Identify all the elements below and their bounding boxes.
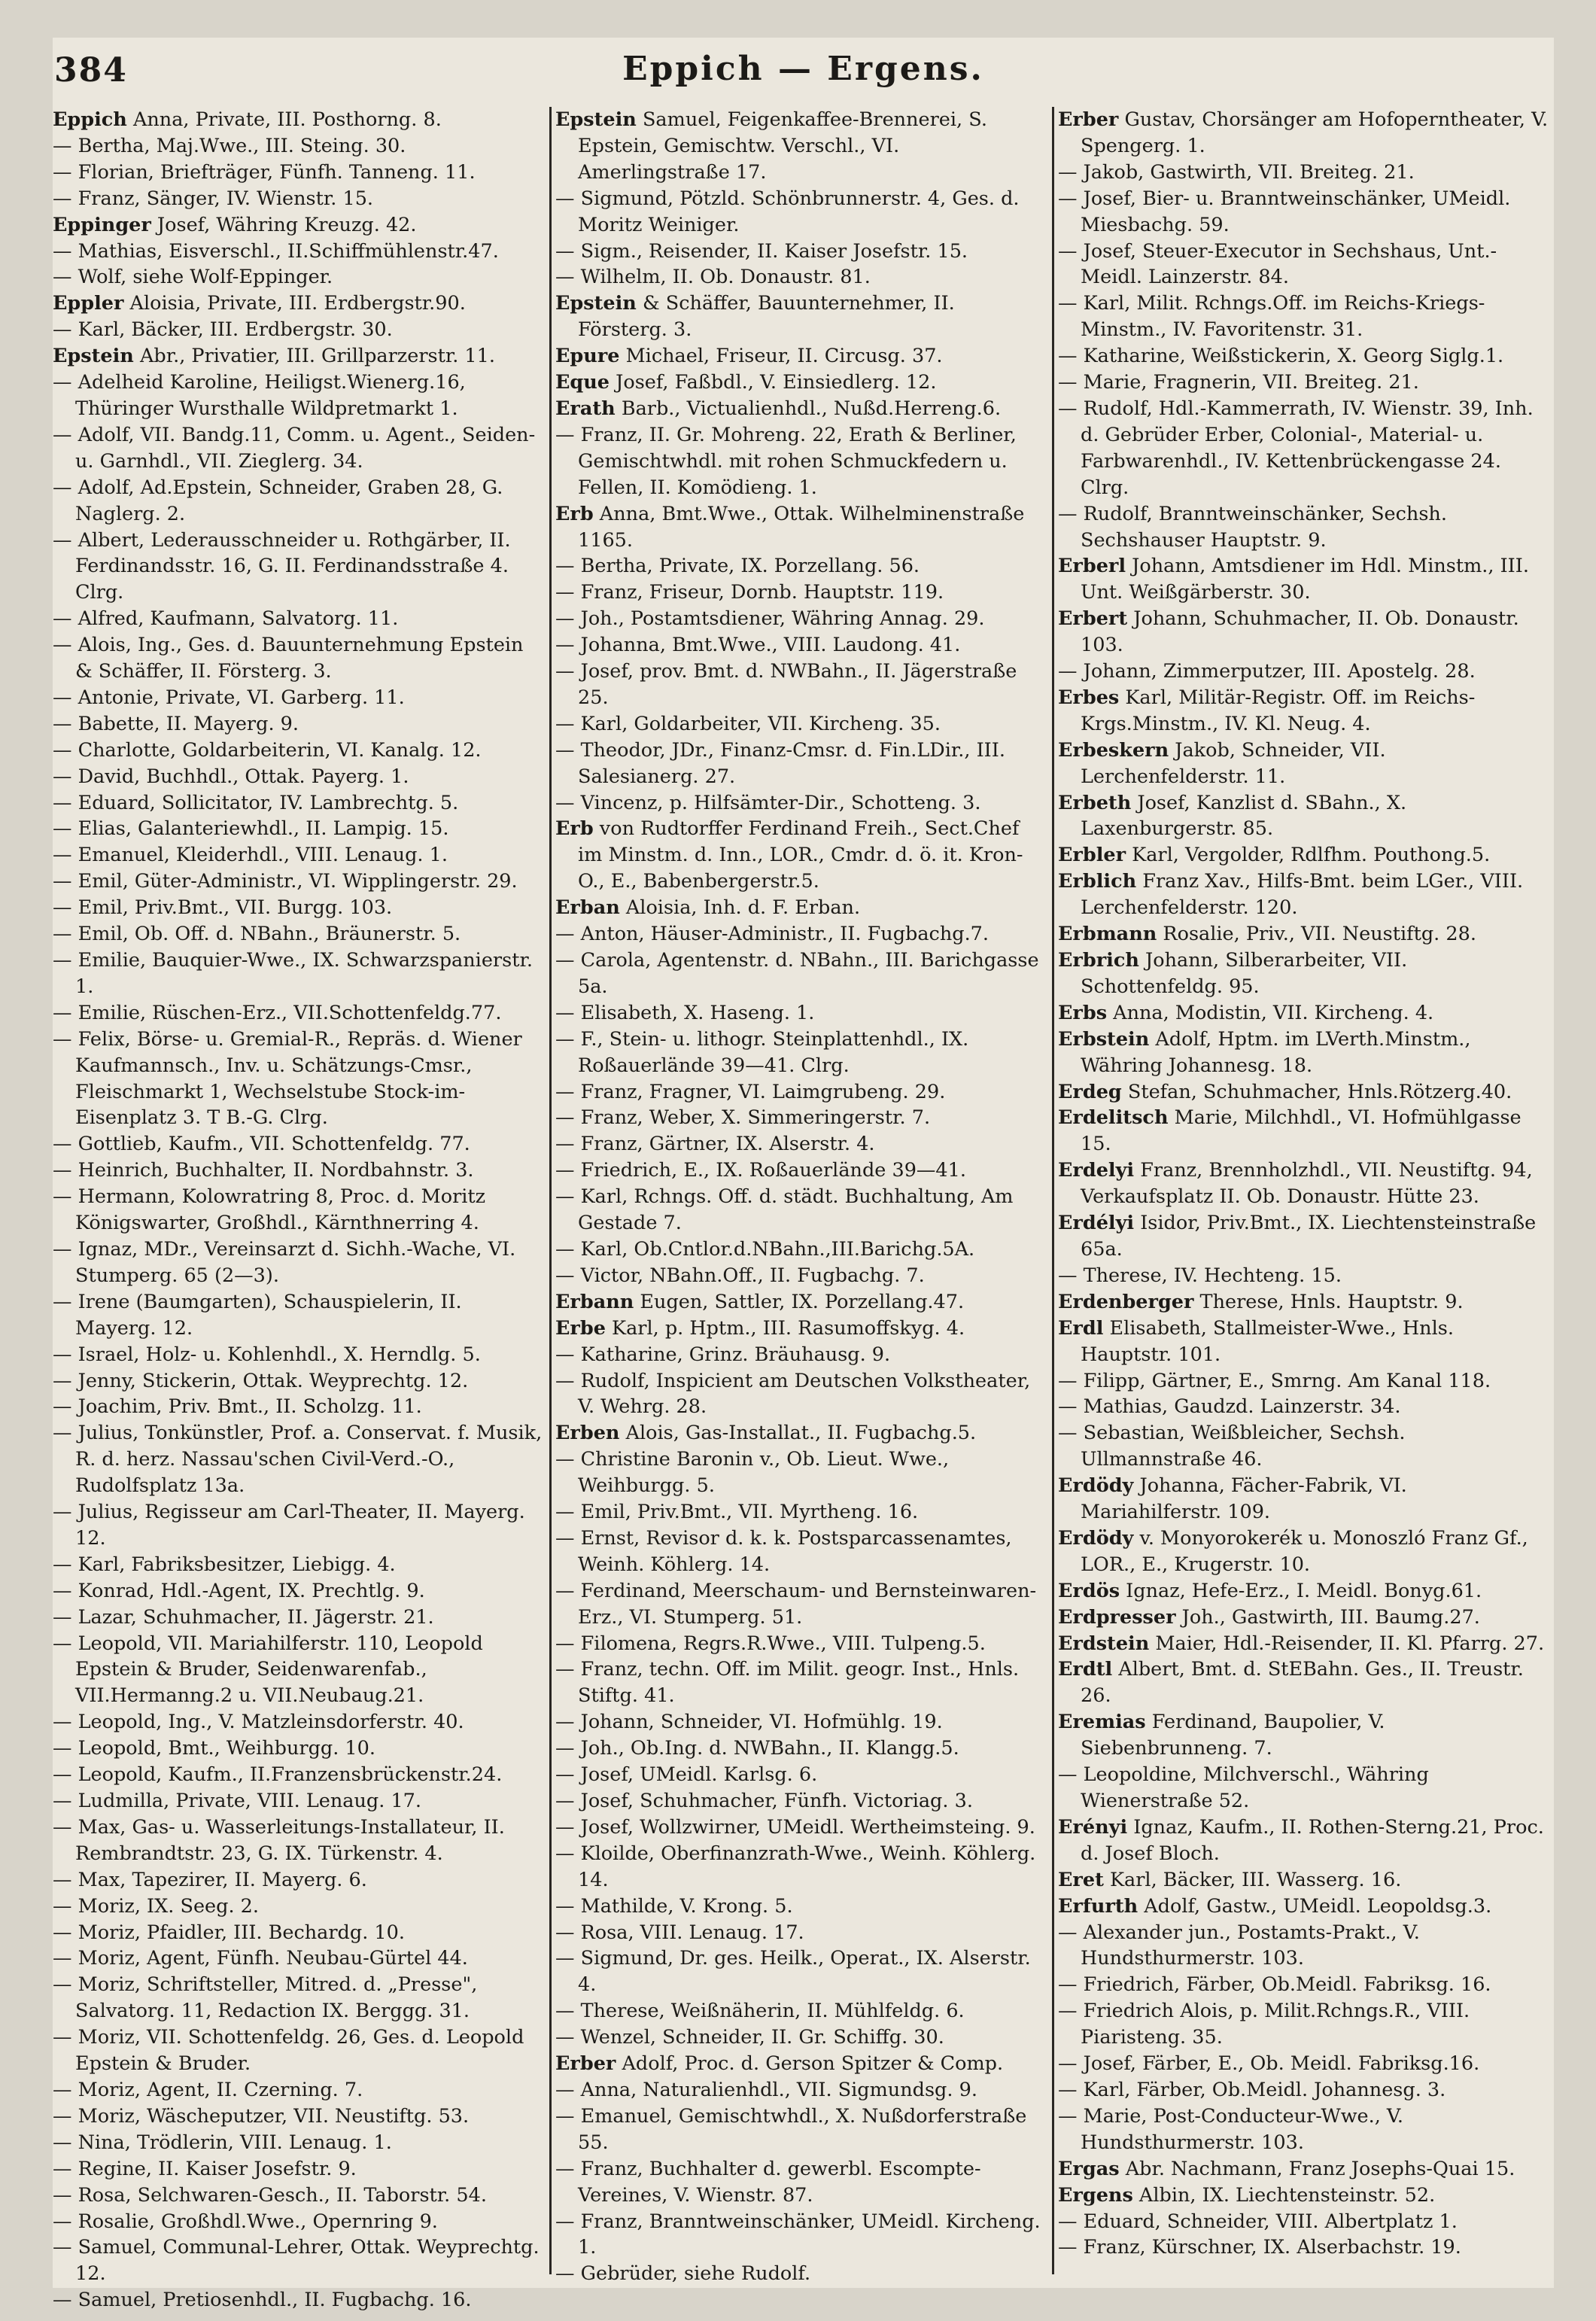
directory-entry: — Julius, Regisseur am Carl-Theater, II. Mayerg. 12. — [53, 1501, 525, 1550]
directory-entry: Erber Adolf, Proc. d. Gerson Spitzer & Comp. — [555, 2052, 1004, 2076]
directory-entry: — Leopold, Kaufm., II.Franzensbrückenstr.24. — [53, 1763, 503, 1787]
directory-entry: — Johanna, Bmt.Wwe., VIII. Laudong. 41. — [555, 634, 961, 657]
directory-entry: Erber Gustav, Chorsänger am Hofoperntheater, V. Spengerg. 1. — [1058, 108, 1549, 157]
directory-entry: — Mathilde, V. Krong. 5. — [555, 1894, 793, 1918]
directory-entry: — Victor, NBahn.Off., II. Fugbachg. 7. — [555, 1264, 925, 1287]
directory-entry: — Heinrich, Buchhalter, II. Nordbahnstr. 3. — [53, 1159, 474, 1182]
directory-entry: — Sigmund, Pötzld. Schönbrunnerstr. 4, Ges. d. Moritz Weiniger. — [555, 187, 1020, 236]
directory-entry: — Ernst, Revisor d. k. k. Postsparcassenamtes, Weinh. Köhlerg. 14. — [555, 1526, 1012, 1576]
directory-entry: — Franz, techn. Off. im Milit. geogr. Inst., Hnls. Stiftg. 41. — [555, 1658, 1020, 1708]
directory-entry: Erberl Johann, Amtsdiener im Hdl. Minstm., III. Unt. Weißgärberstr. 30. — [1058, 555, 1529, 604]
directory-entry: — Elisabeth, X. Haseng. 1. — [555, 1001, 815, 1024]
directory-entry: — Eduard, Sollicitator, IV. Lambrechtg. 5. — [53, 791, 459, 814]
column-3 — [1058, 107, 1551, 2274]
directory-entry: — Anna, Naturalienhdl., VII. Sigmundsg. 9. — [555, 2078, 977, 2101]
directory-entry: Erb Anna, Bmt.Wwe., Ottak. Wilhelminenstraße 1165. — [555, 502, 1025, 552]
directory-entry: — Franz, Gärtner, IX. Alserstr. 4. — [555, 1133, 875, 1156]
directory-entry: — Josef, Steuer-Executor in Sechshaus, Unt.-Meidl. Lainzerstr. 84. — [1058, 239, 1497, 289]
directory-entry: — Regine, II. Kaiser Josefstr. 9. — [53, 2157, 357, 2180]
directory-entry: — Wilhelm, II. Ob. Donaustr. 81. — [555, 266, 871, 289]
directory-entry: — Emil, Ob. Off. d. NBahn., Bräunerstr. 5. — [53, 923, 461, 946]
directory-entry: — Leopoldine, Milchverschl., Währing Wienerstraße 52. — [1058, 1763, 1429, 1812]
directory-entry: — Moriz, Schriftsteller, Mitred. d. „Presse", Salvatorg. 11, Redaction IX. Berggg. 31. — [53, 1973, 478, 2023]
directory-entry: — Adelheid Karoline, Heiligst.Wienerg.16, Thüringer Wursthalle Wildpretmarkt 1. — [53, 371, 466, 420]
directory-entry: — Bertha, Private, IX. Porzellang. 56. — [555, 555, 920, 578]
directory-entry: Erblich Franz Xav., Hilfs-Bmt. beim LGer., VIII. Lerchenfelderstr. 120. — [1058, 870, 1524, 920]
directory-entry: — Therese, Weißnäherin, II. Mühlfeldg. 6. — [555, 2000, 965, 2023]
directory-entry: — Florian, Briefträger, Fünfh. Tanneng. 11. — [53, 160, 476, 184]
page-number: 384 — [54, 51, 128, 90]
directory-entry: — Moriz, VII. Schottenfeldg. 26, Ges. d. Leopold Epstein & Bruder. — [53, 2026, 524, 2076]
directory-entry: — F., Stein- u. lithogr. Steinplattenhdl., IX. Roßauerlände 39—41. Clrg. — [555, 1027, 969, 1077]
directory-entry: Eppinger Josef, Währing Kreuzg. 42. — [53, 213, 417, 236]
directory-entry: — Alexander jun., Postamts-Prakt., V. Hundsthurmerstr. 103. — [1058, 1921, 1420, 1970]
directory-entry: — Emil, Priv.Bmt., VII. Myrtheng. 16. — [555, 1501, 919, 1524]
directory-entry: — Josef, UMeidl. Karlsg. 6. — [555, 1763, 818, 1787]
directory-entry: Ergas Abr. Nachmann, Franz Josephs-Quai 15. — [1058, 2157, 1515, 2180]
directory-entry: — Friedrich, Färber, Ob.Meidl. Fabriksg. 16. — [1058, 1973, 1491, 1997]
directory-entry: Erdenberger Therese, Hnls. Hauptstr. 9. — [1058, 1290, 1464, 1313]
directory-entry: — Wenzel, Schneider, II. Gr. Schiffg. 30. — [555, 2026, 944, 2049]
directory-entry: Eppler Aloisia, Private, III. Erdbergstr.90. — [53, 292, 466, 315]
directory-entry: — Friedrich Alois, p. Milit.Rchngs.R., VIII. Piaristeng. 35. — [1058, 2000, 1470, 2049]
directory-entry: — Moriz, Agent, Fünfh. Neubau-Gürtel 44. — [53, 1947, 468, 1970]
directory-entry: Erdeg Stefan, Schuhmacher, Hnls.Rötzerg.40. — [1058, 1080, 1512, 1103]
directory-entry: Erdstein Maier, Hdl.-Reisender, II. Kl. Pfarrg. 27. — [1058, 1632, 1545, 1655]
directory-entry: — Eduard, Schneider, VIII. Albertplatz 1. — [1058, 2210, 1458, 2233]
running-title: Eppich — Ergens. — [622, 50, 984, 88]
directory-page — [53, 38, 1554, 2312]
directory-entry: — Vincenz, p. Hilfsämter-Dir., Schotteng. 3. — [555, 791, 981, 814]
directory-entry: — Josef, prov. Bmt. d. NWBahn., II. Jägerstraße 25. — [555, 660, 1017, 709]
directory-entry: Erfurth Adolf, Gastw., UMeidl. Leopoldsg.3. — [1058, 1894, 1492, 1918]
directory-entry: — Rudolf, Hdl.-Kammerrath, IV. Wienstr. 39, Inh. d. Gebrüder Erber, Colonial-, Material- u. Farbwarenhdl., IV. Kettenbrückengasse 24. Clrg. — [1058, 397, 1534, 499]
directory-entry: Erbs Anna, Modistin, VII. Kircheng. 4. — [1058, 1001, 1434, 1024]
directory-entry: — Emilie, Bauquier-Wwe., IX. Schwarzspanierstr. 1. — [53, 949, 533, 998]
column-1 — [53, 107, 543, 2312]
directory-entry: Erdelyi Franz, Brennholzhdl., VII. Neustiftg. 94, Verkaufsplatz II. Ob. Donaustr. Hütte 23. — [1058, 1159, 1533, 1209]
directory-entry: Ergens Albin, IX. Liechtensteinstr. 52. — [1058, 2183, 1436, 2207]
directory-entry: — Samuel, Pretiosenhdl., II. Fugbachg. 16. — [53, 2289, 472, 2312]
directory-entry: — Karl, Goldarbeiter, VII. Kircheng. 35. — [555, 712, 941, 735]
directory-entry: — Christine Baronin v., Ob. Lieut. Wwe., Weihburgg. 5. — [555, 1448, 950, 1498]
directory-entry: — Gottlieb, Kaufm., VII. Schottenfeldg. 77. — [53, 1133, 470, 1156]
directory-entry: — Ignaz, MDr., Vereinsarzt d. Sichh.-Wache, VI. Stumperg. 65 (2—3). — [53, 1237, 516, 1287]
directory-entry: — Samuel, Communal-Lehrer, Ottak. Weyprechtg. 12. — [53, 2236, 540, 2286]
directory-entry: — Max, Tapezirer, II. Mayerg. 6. — [53, 1868, 367, 1891]
directory-entry: — Karl, Bäcker, III. Erdbergstr. 30. — [53, 318, 393, 342]
column-divider — [1052, 107, 1054, 2274]
directory-entry: Erdödy v. Monyorokerék u. Monoszló Franz Gf., LOR., E., Krugerstr. 10. — [1058, 1526, 1528, 1576]
directory-entry: Eque Josef, Faßbdl., V. Einsiedlerg. 12. — [555, 371, 937, 394]
directory-entry: — Hermann, Kolowratring 8, Proc. d. Moritz Königswarter, Großhdl., Kärnthnerring 4. — [53, 1185, 486, 1235]
directory-entry: Erbmann Rosalie, Priv., VII. Neustiftg. 28. — [1058, 923, 1476, 946]
directory-entry: Erdödy Johanna, Fächer-Fabrik, VI. Mariahilferstr. 109. — [1058, 1474, 1407, 1524]
directory-entry: — Franz, Buchhalter d. gewerbl. Escompte-Vereines, V. Wienstr. 87. — [555, 2157, 981, 2207]
directory-entry: — Mathias, Eisverschl., II.Schiffmühlenstr.47. — [53, 239, 499, 263]
directory-entry: — Sigm., Reisender, II. Kaiser Josefstr. 15. — [555, 239, 968, 263]
directory-entry: — Friedrich, E., IX. Roßauerlände 39—41. — [555, 1159, 966, 1182]
directory-entry: — Karl, Rchngs. Off. d. städt. Buchhaltung, Am Gestade 7. — [555, 1185, 1014, 1235]
directory-entry: — David, Buchhdl., Ottak. Payerg. 1. — [53, 765, 409, 788]
directory-entry: — Adolf, VII. Bandg.11, Comm. u. Agent., Seiden- u. Garnhdl., VII. Zieglerg. 34. — [53, 423, 536, 473]
directory-entry: Erbes Karl, Militär-Registr. Off. im Reichs-Krgs.Minstm., IV. Kl. Neug. 4. — [1058, 686, 1476, 735]
directory-entry: Epstein Abr., Privatier, III. Grillparzerstr. 11. — [53, 345, 495, 368]
directory-entry: Erdelitsch Marie, Milchhdl., VI. Hofmühlgasse 15. — [1058, 1106, 1522, 1156]
directory-entry: — Moriz, IX. Seeg. 2. — [53, 1894, 260, 1918]
directory-entry: Erdös Ignaz, Hefe-Erz., I. Meidl. Bonyg.61. — [1058, 1579, 1482, 1602]
directory-entry: — Emanuel, Gemischtwhdl., X. Nußdorferstraße 55. — [555, 2104, 1027, 2154]
directory-entry: — Albert, Lederausschneider u. Rothgärber, II. Ferdinandsstr. 16, G. II. Ferdinandsstraße 4. Clrg. — [53, 528, 511, 604]
directory-entry: — Jenny, Stickerin, Ottak. Weyprechtg. 12. — [53, 1369, 469, 1392]
directory-entry: Erényi Ignaz, Kaufm., II. Rothen-Sterng.21, Proc. d. Josef Bloch. — [1058, 1815, 1544, 1865]
page-header — [53, 38, 1554, 105]
directory-entry: — Sebastian, Weißbleicher, Sechsh. Ullmannstraße 46. — [1058, 1422, 1406, 1471]
directory-entry: — Karl, Ob.Cntlor.d.NBahn.,III.Barichg.5A. — [555, 1237, 975, 1261]
directory-entry: — Julius, Tonkünstler, Prof. a. Conservat. f. Musik, R. d. herz. Nassau'schen Civil-Verd.-O., Rudolfsplatz 13a. — [53, 1422, 543, 1498]
directory-entry: — Nina, Trödlerin, VIII. Lenaug. 1. — [53, 2131, 392, 2154]
directory-entry: — Jakob, Gastwirth, VII. Breiteg. 21. — [1058, 160, 1415, 184]
directory-entry: — Babette, II. Mayerg. 9. — [53, 712, 299, 735]
directory-entry: — Katharine, Weißstickerin, X. Georg Siglg.1. — [1058, 345, 1504, 368]
directory-entry: Erb von Rudtorffer Ferdinand Freih., Sect.Chef im Minstm. d. Inn., LOR., Cmdr. d. ö. it. Kron-O., E., Babenbergerstr.5. — [555, 817, 1023, 893]
directory-entry: — Franz, Weber, X. Simmeringerstr. 7. — [555, 1106, 931, 1130]
directory-entry: Erben Alois, Gas-Installat., II. Fugbachg.5. — [555, 1422, 977, 1445]
directory-entry: Erbeskern Jakob, Schneider, VII. Lerchenfelderstr. 11. — [1058, 738, 1386, 788]
directory-entry: — Franz, Friseur, Dornb. Hauptstr. 119. — [555, 581, 944, 604]
directory-entry: Erban Aloisia, Inh. d. F. Erban. — [555, 896, 861, 920]
directory-entry: — Rudolf, Inspicient am Deutschen Volkstheater, V. Wehrg. 28. — [555, 1369, 1031, 1419]
directory-entry: — Josef, Schuhmacher, Fünfh. Victoriag. 3. — [555, 1790, 973, 1812]
directory-entry: — Max, Gas- u. Wasserleitungs-Installateur, II. Rembrandtstr. 23, G. IX. Türkenstr. 4. — [53, 1815, 505, 1865]
directory-entry: — Bertha, Maj.Wwe., III. Steing. 30. — [53, 134, 406, 157]
directory-entry: — Rosa, VIII. Lenaug. 17. — [555, 1921, 804, 1944]
directory-entry: — Franz, Kürschner, IX. Alserbachstr. 19. — [1058, 2236, 1461, 2259]
directory-entry: — Joh., Postamtsdiener, Währing Annag. 29. — [555, 607, 985, 631]
directory-entry: — Charlotte, Goldarbeiterin, VI. Kanalg. 12. — [53, 738, 482, 762]
directory-entry: — Josef, Wollzwirner, UMeidl. Wertheimsteing. 9. — [555, 1815, 1035, 1839]
directory-entry: — Marie, Post-Conducteur-Wwe., V. Hundsthurmerstr. 103. — [1058, 2104, 1403, 2154]
directory-entry: — Elias, Galanteriewhdl., II. Lampig. 15. — [53, 817, 449, 841]
directory-entry: Erbeth Josef, Kanzlist d. SBahn., X. Laxenburgerstr. 85. — [1058, 791, 1407, 841]
directory-entry: — Antonie, Private, VI. Garberg. 11. — [53, 686, 405, 709]
directory-entry: — Rudolf, Branntweinschänker, Sechsh. Sechshauser Hauptstr. 9. — [1058, 502, 1447, 552]
directory-entry: Erbler Karl, Vergolder, Rdlfhm. Pouthong.5. — [1058, 844, 1491, 867]
directory-entry: — Alfred, Kaufmann, Salvatorg. 11. — [53, 607, 399, 631]
directory-entry: — Leopold, Ing., V. Matzleinsdorferstr. 40. — [53, 1711, 464, 1734]
directory-entry: — Moriz, Wäscheputzer, VII. Neustiftg. 53. — [53, 2104, 470, 2128]
directory-entry: — Johann, Schneider, VI. Hofmühlg. 19. — [555, 1711, 943, 1734]
directory-entry: — Carola, Agentenstr. d. NBahn., III. Barichgasse 5a. — [555, 949, 1039, 998]
directory-entry: — Moriz, Agent, II. Czerning. 7. — [53, 2078, 363, 2101]
directory-entry: — Ferdinand, Meerschaum- und Bernsteinwaren-Erz., VI. Stumperg. 51. — [555, 1579, 1037, 1629]
directory-entry: — Theodor, JDr., Finanz-Cmsr. d. Fin.LDir., III. Salesianerg. 27. — [555, 738, 1005, 788]
directory-entry: — Felix, Börse- u. Gremial-R., Repräs. d. Wiener Kaufmannsch., Inv. u. Schätzungs-Cmsr., Fleischmarkt 1, Wechselstube Stock-im-Eisenplatz 3. T B.-G. Clrg. — [53, 1027, 522, 1130]
directory-entry: — Konrad, Hdl.-Agent, IX. Prechtlg. 9. — [53, 1579, 425, 1602]
directory-entry: — Lazar, Schuhmacher, II. Jägerstr. 21. — [53, 1605, 434, 1629]
directory-entry: — Rosalie, Großhdl.Wwe., Opernring 9. — [53, 2210, 438, 2233]
directory-entry: — Mathias, Gaudzd. Lainzerstr. 34. — [1058, 1395, 1401, 1419]
directory-entry: Erbann Eugen, Sattler, IX. Porzellang.47. — [555, 1290, 965, 1313]
directory-entry: Epure Michael, Friseur, II. Circusg. 37. — [555, 345, 943, 368]
columns — [53, 107, 1554, 2312]
directory-entry: — Ludmilla, Private, VIII. Lenaug. 17. — [53, 1790, 422, 1812]
directory-entry: Erbert Johann, Schuhmacher, II. Ob. Donaustr. 103. — [1058, 607, 1519, 657]
directory-entry: — Filomena, Regrs.R.Wwe., VIII. Tulpeng.5. — [555, 1632, 986, 1655]
directory-entry: — Wolf, siehe Wolf-Eppinger. — [53, 266, 333, 289]
directory-entry: — Gebrüder, siehe Rudolf. — [555, 2262, 811, 2286]
directory-entry: — Joachim, Priv. Bmt., II. Scholzg. 11. — [53, 1395, 422, 1419]
directory-entry: — Alois, Ing., Ges. d. Bauunternehmung Epstein & Schäffer, II. Försterg. 3. — [53, 634, 524, 683]
directory-entry: Erbstein Adolf, Hptm. im LVerth.Minstm., Währing Johannesg. 18. — [1058, 1027, 1471, 1077]
directory-entry: — Joh., Ob.Ing. d. NWBahn., II. Klangg.5. — [555, 1737, 959, 1760]
directory-entry: Erath Barb., Victualienhdl., Nußd.Herreng.6. — [555, 397, 1002, 420]
directory-entry: Erdl Elisabeth, Stallmeister-Wwe., Hnls. Hauptstr. 101. — [1058, 1316, 1454, 1366]
directory-entry: — Leopold, VII. Mariahilferstr. 110, Leopold Epstein & Bruder, Seidenwarenfab., VII.Hermanng.2 u. VII.Neubaug.21. — [53, 1632, 483, 1708]
directory-entry: — Franz, Branntweinschänker, UMeidl. Kircheng. 1. — [555, 2210, 1041, 2259]
directory-entry: — Moriz, Pfaidler, III. Bechardg. 10. — [53, 1921, 405, 1944]
directory-entry: Epstein Samuel, Feigenkaffee-Brennerei, S. Epstein, Gemischtw. Verschl., VI. Amerlingstraße 17. — [555, 108, 987, 184]
directory-entry: — Franz, II. Gr. Mohreng. 22, Erath & Berliner, Gemischtwhdl. mit rohen Schmuckfedern u. Fellen, II. Komödieng. 1. — [555, 423, 1017, 499]
directory-entry: — Franz, Sänger, IV. Wienstr. 15. — [53, 187, 374, 210]
directory-entry: — Emil, Priv.Bmt., VII. Burgg. 103. — [53, 896, 393, 920]
directory-entry: Erdpresser Joh., Gastwirth, III. Baumg.27. — [1058, 1605, 1480, 1629]
directory-entry: — Katharine, Grinz. Bräuhausg. 9. — [555, 1343, 891, 1366]
directory-entry: — Anton, Häuser-Administr., II. Fugbachg.7. — [555, 923, 990, 946]
directory-entry: — Karl, Fabriksbesitzer, Liebigg. 4. — [53, 1553, 396, 1576]
directory-entry: — Emilie, Rüschen-Erz., VII.Schottenfeldg.77. — [53, 1001, 502, 1024]
directory-entry: Erdtl Albert, Bmt. d. StEBahn. Ges., II. Treustr. 26. — [1058, 1658, 1524, 1708]
directory-entry: Erbe Karl, p. Hptm., III. Rasumoffskyg. 4. — [555, 1316, 965, 1340]
directory-entry: — Sigmund, Dr. ges. Heilk., Operat., IX. Alserstr. 4. — [555, 1947, 1031, 1997]
directory-entry: — Filipp, Gärtner, E., Smrng. Am Kanal 118. — [1058, 1369, 1491, 1392]
directory-entry: — Karl, Färber, Ob.Meidl. Johannesg. 3. — [1058, 2078, 1446, 2101]
directory-entry: — Irene (Baumgarten), Schauspielerin, II. Mayerg. 12. — [53, 1290, 462, 1340]
directory-entry: — Leopold, Bmt., Weihburgg. 10. — [53, 1737, 375, 1760]
directory-entry: — Franz, Fragner, VI. Laimgrubeng. 29. — [555, 1080, 946, 1103]
directory-entry: — Josef, Bier- u. Branntweinschänker, UMeidl. Miesbachg. 59. — [1058, 187, 1511, 236]
directory-entry: — Karl, Milit. Rchngs.Off. im Reichs-Kriegs-Minstm., IV. Favoritenstr. 31. — [1058, 292, 1485, 342]
directory-entry: — Therese, IV. Hechteng. 15. — [1058, 1264, 1342, 1287]
directory-entry: — Kloilde, Oberfinanzrath-Wwe., Weinh. Köhlerg. 14. — [555, 1842, 1036, 1891]
column-2 — [555, 107, 1046, 2286]
directory-entry: — Israel, Holz- u. Kohlenhdl., X. Herndlg. 5. — [53, 1343, 481, 1366]
directory-entry: Eppich Anna, Private, III. Posthorng. 8. — [53, 108, 442, 131]
directory-entry: Epstein & Schäffer, Bauunternehmer, II. Försterg. 3. — [555, 292, 955, 342]
directory-entry: — Adolf, Ad.Epstein, Schneider, Graben 28, G. Naglerg. 2. — [53, 476, 503, 525]
directory-entry: Erdélyi Isidor, Priv.Bmt., IX. Liechtensteinstraße 65a. — [1058, 1212, 1537, 1261]
directory-entry: Eremias Ferdinand, Baupolier, V. Siebenbrunneng. 7. — [1058, 1711, 1385, 1760]
directory-entry: Erbrich Johann, Silberarbeiter, VII. Schottenfeldg. 95. — [1058, 949, 1408, 998]
directory-entry: — Rosa, Selchwaren-Gesch., II. Taborstr. 54. — [53, 2183, 487, 2207]
directory-entry: — Emanuel, Kleiderhdl., VIII. Lenaug. 1. — [53, 844, 448, 867]
directory-entry: — Emil, Güter-Administr., VI. Wipplingerstr. 29. — [53, 870, 518, 893]
directory-entry: Eret Karl, Bäcker, III. Wasserg. 16. — [1058, 1868, 1402, 1891]
directory-entry: — Johann, Zimmerputzer, III. Apostelg. 28. — [1058, 660, 1476, 683]
directory-entry: — Josef, Färber, E., Ob. Meidl. Fabriksg.16. — [1058, 2052, 1480, 2076]
column-divider — [549, 107, 552, 2274]
directory-entry: — Marie, Fragnerin, VII. Breiteg. 21. — [1058, 371, 1419, 394]
